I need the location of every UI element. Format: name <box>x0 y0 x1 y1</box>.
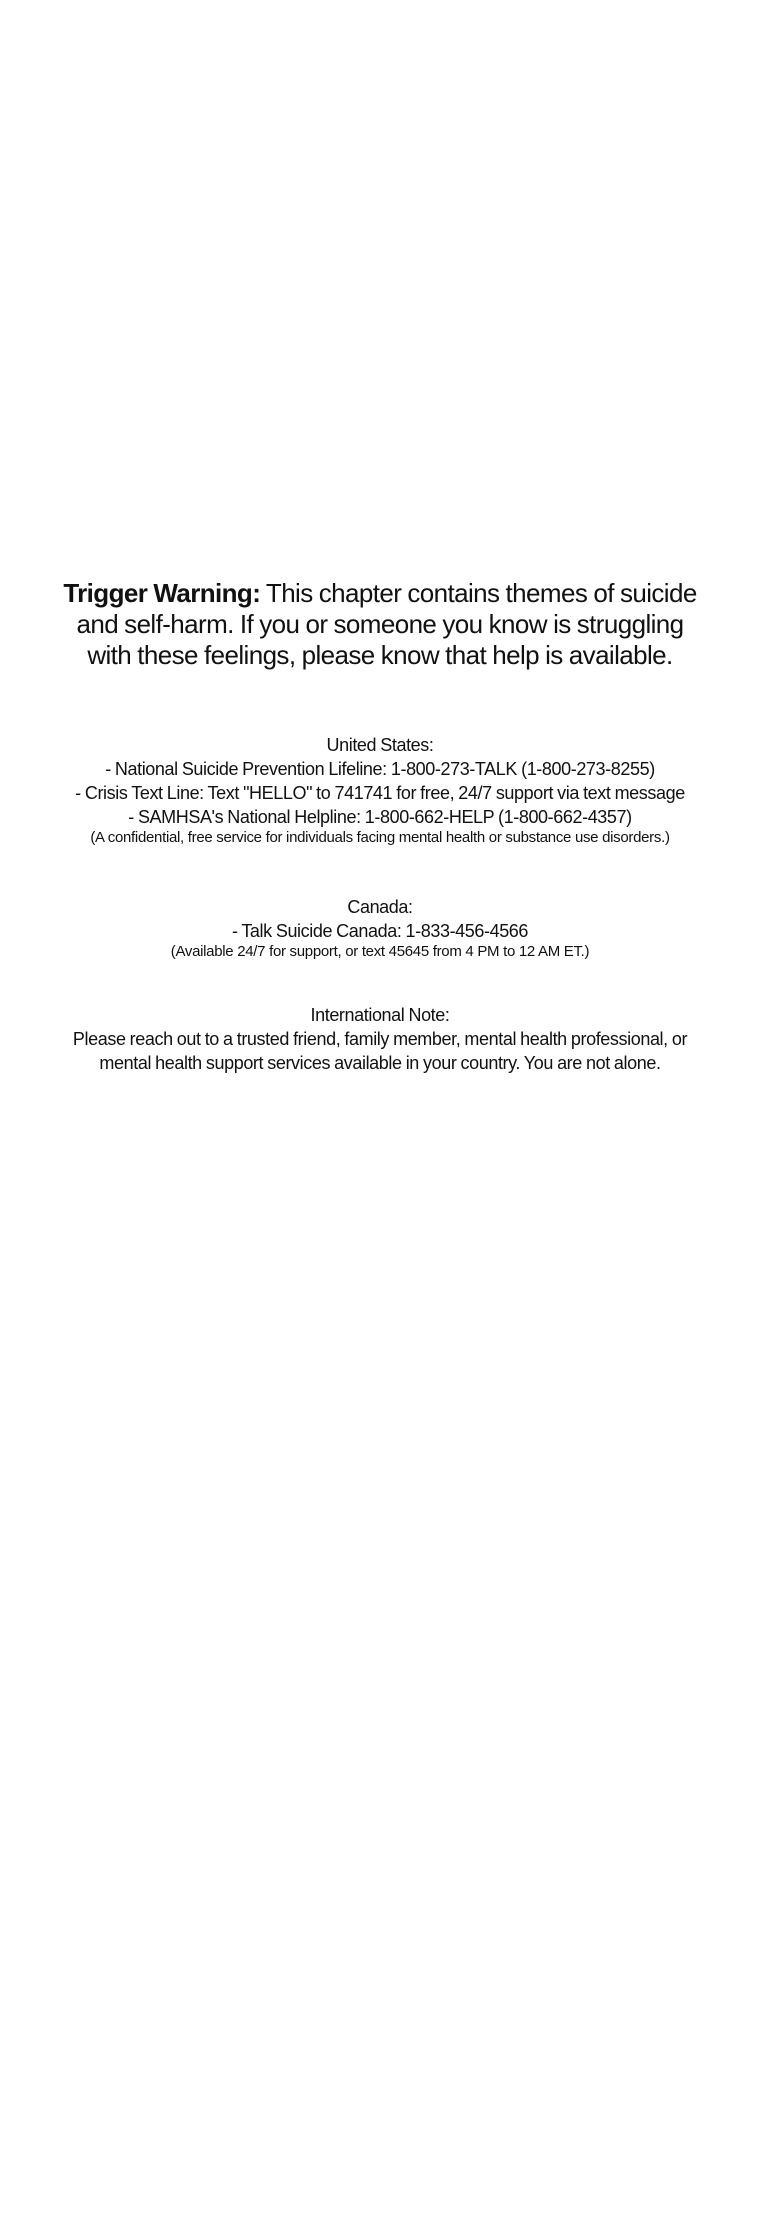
united-states-heading: United States: <box>326 735 434 755</box>
us-samhsa-line: - SAMHSA's National Helpline: 1-800-662-HELP (1-800-662-4357) <box>128 807 632 827</box>
international-text: Please reach out to a trusted friend, family member, mental health professional, or mental health support services available in your country. You are not alone. <box>72 1029 688 1073</box>
trigger-warning-lead: Trigger Warning: <box>63 578 261 608</box>
canada-section <box>60 895 700 960</box>
international-heading: International Note: <box>310 1005 450 1025</box>
us-samhsa-note: (A confidential, free service for individuals facing mental health or substance use disorders.) <box>90 829 670 846</box>
canada-heading: Canada: <box>347 897 413 917</box>
trigger-warning-text: This chapter contains themes of suicide and self-harm. If you or someone you know is struggling with these feelings, please know that help is available. <box>76 578 697 670</box>
canada-talk-suicide-line: - Talk Suicide Canada: 1-833-456-4566 <box>231 921 529 941</box>
trigger-warning <box>60 578 700 671</box>
canada-note: (Available 24/7 for support, or text 45645 from 4 PM to 12 AM ET.) <box>170 943 590 960</box>
us-lifeline-line: - National Suicide Prevention Lifeline: 1-800-273-TALK (1-800-273-8255) <box>105 759 655 779</box>
us-crisis-text-line: - Crisis Text Line: Text "HELLO" to 741741 for free, 24/7 support via text message <box>75 783 685 803</box>
united-states-section <box>60 733 700 846</box>
international-section <box>60 1003 700 1075</box>
